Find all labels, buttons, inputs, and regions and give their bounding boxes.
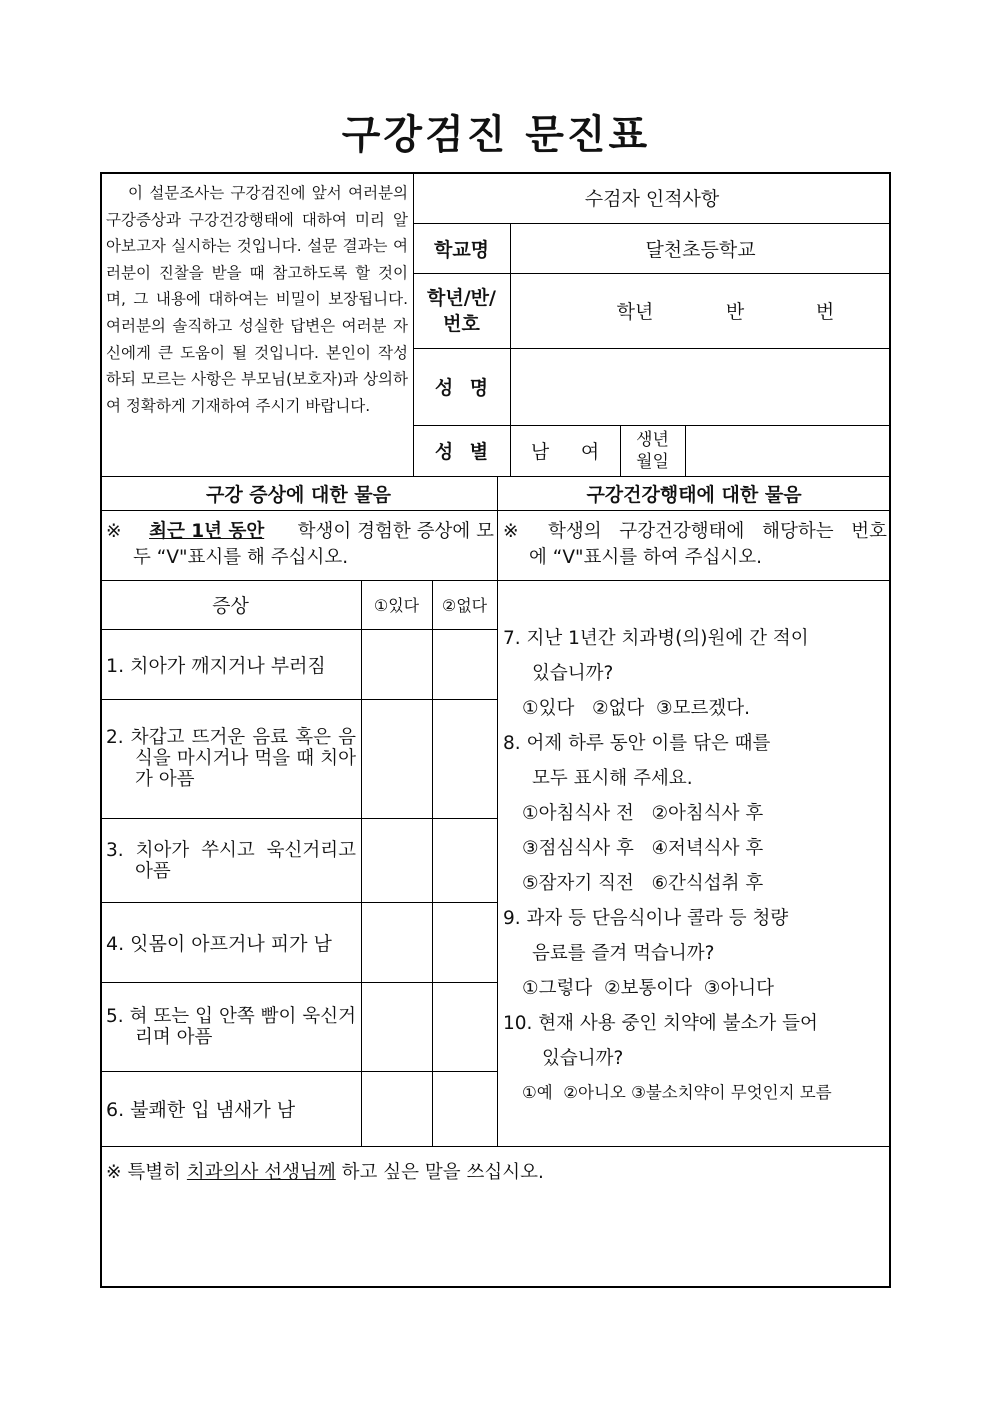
no-checkbox-5[interactable] (433, 983, 496, 1070)
comment-prompt (106, 1158, 544, 1184)
question-10-cont: 있습니까? (542, 1048, 624, 1069)
yes-checkbox-6[interactable] (362, 1072, 431, 1145)
question-8-options-a[interactable]: ①아침식사 전 ②아침식사 후 (522, 803, 764, 824)
col-yes-header: ①있다 (373, 596, 420, 615)
symptom-row-2 (106, 727, 356, 790)
no-checkbox-6[interactable] (433, 1072, 496, 1145)
symptom-label: 3. 치아가 쑤시고 욱신거리고 아픔 (106, 840, 356, 882)
notice-underlined: 최근 1년 동안 (149, 521, 265, 542)
question-8-cont: 모두 표시해 주세요. (532, 768, 693, 789)
class-label-line2: 번호 (443, 312, 480, 335)
name-label: 성 명 (434, 377, 489, 399)
behavior-notice-line1: ※ 학생의 구강건강행태에 해당하는 번호 (503, 521, 887, 542)
notice-rest: 학생이 경험한 증상에 모 (291, 521, 494, 542)
no-checkbox-3[interactable] (433, 819, 496, 901)
col-symptom-header: 증상 (212, 595, 249, 617)
question-10: 10. 현재 사용 중인 치약에 불소가 들어 (503, 1013, 818, 1034)
grade-text[interactable]: 학년 (616, 301, 654, 323)
school-value[interactable]: 달천초등학교 (645, 238, 756, 261)
yes-checkbox-2[interactable] (362, 700, 431, 817)
name-field[interactable] (510, 348, 891, 425)
question-7-options[interactable]: ①있다 ②없다 ③모르겠다. (522, 698, 751, 719)
symptom-row-1 (106, 629, 356, 699)
question-8-options-c[interactable]: ⑤잠자기 직전 ⑥간식섭취 후 (522, 873, 764, 894)
birth-label (620, 425, 685, 476)
symptom-label: 2. 차갑고 뜨거운 음료 혹은 음식을 마시거나 먹을 때 치아가 아픔 (106, 727, 356, 790)
symptoms-notice (106, 519, 494, 571)
question-9-options[interactable]: ①그렇다 ②보통이다 ③아니다 (522, 978, 774, 999)
question-8: 8. 어제 하루 동안 이를 닦은 때를 (503, 733, 771, 754)
sex-male-option[interactable]: 남 (530, 441, 550, 463)
no-checkbox-4[interactable] (433, 903, 496, 981)
notice-mark: ※ (106, 521, 122, 542)
symptom-row-6 (106, 1071, 356, 1146)
symptom-row-4 (106, 902, 356, 982)
question-9-cont: 음료를 즐겨 먹습니까? (532, 943, 715, 964)
birth-label-line2: 월일 (636, 451, 669, 472)
symptom-row-5 (106, 1006, 356, 1048)
no-checkbox-2[interactable] (433, 700, 496, 817)
class-label (413, 273, 510, 348)
symptom-label: 1. 치아가 깨지거나 부러짐 (106, 654, 326, 677)
notice-rest-2: 두 “V"표시를 해 주십시오. (133, 547, 349, 568)
symptom-label: 4. 잇몸이 아프거나 피가 남 (106, 932, 332, 955)
yes-checkbox-4[interactable] (362, 903, 431, 981)
class-text[interactable]: 반 (725, 301, 745, 323)
no-checkbox-1[interactable] (433, 630, 496, 698)
question-8-options-b[interactable]: ③점심식사 후 ④저녁식사 후 (522, 838, 764, 859)
comment-prefix: ※ 특별히 (106, 1162, 187, 1183)
question-9: 9. 과자 등 단음식이나 콜라 등 청량 (503, 908, 789, 929)
behavior-header: 구강건강행태에 대한 물음 (586, 483, 802, 506)
divider (100, 510, 891, 511)
sex-female-option[interactable]: 여 (580, 441, 600, 463)
yes-checkbox-3[interactable] (362, 819, 431, 901)
question-10-options[interactable]: ①예 ②아니오 ③불소치약이 무엇인지 모름 (522, 1083, 832, 1102)
examinee-header: 수검자 인적사항 (584, 188, 720, 210)
school-label: 학교명 (433, 238, 490, 261)
symptoms-header: 구강 증상에 대한 물음 (205, 483, 392, 506)
comment-area[interactable] (102, 1192, 889, 1286)
comment-underlined: 치과의사 선생님께 (186, 1162, 336, 1183)
class-label-line1: 학년/반/ (427, 286, 496, 309)
behavior-notice-line2: 에 “V"표시를 하여 주십시오. (529, 547, 762, 568)
yes-checkbox-1[interactable] (362, 630, 431, 698)
question-7-cont: 있습니까? (532, 663, 614, 684)
divider (100, 1146, 891, 1147)
symptom-label: 5. 혀 또는 입 안쪽 빰이 욱신거리며 아픔 (106, 1006, 356, 1048)
symptom-label: 6. 불쾌한 입 냄새가 남 (106, 1099, 296, 1121)
page-title: 구강검진 문진표 (341, 112, 651, 158)
intro-text: 이 설문조사는 구강검진에 앞서 여러분의 구강증상과 구강건강행태에 대하여 미리 알아보고자 실시하는 것입니다. 설문 결과는 여러분이 진찰을 받을 때 참고하도록 할 것이며, 그 내용에 대하여는 비밀이 보장됩니다. 여러분의 솔직하고 성실한 답변은 여러분 자신에게 큰 도움이 될 것입니다. 본인이 작성하되 모르는 사항은 부모님(보호자)과 상의하여 정확하게 기재하여 주시기 바랍니다. (106, 184, 408, 415)
birth-field[interactable] (685, 425, 891, 476)
yes-checkbox-5[interactable] (362, 983, 431, 1070)
divider (497, 476, 498, 1147)
birth-label-line1: 생년 (636, 429, 669, 450)
comment-suffix: 하고 싶은 말을 쓰십시오. (335, 1162, 544, 1183)
behavior-notice (503, 519, 887, 571)
question-7: 7. 지난 1년간 치과병(의)원에 간 적이 (503, 628, 809, 649)
sex-label: 성 별 (434, 441, 489, 463)
number-text[interactable]: 번 (815, 301, 835, 323)
col-no-header: ②없다 (441, 596, 488, 615)
symptom-row-3 (106, 840, 356, 882)
